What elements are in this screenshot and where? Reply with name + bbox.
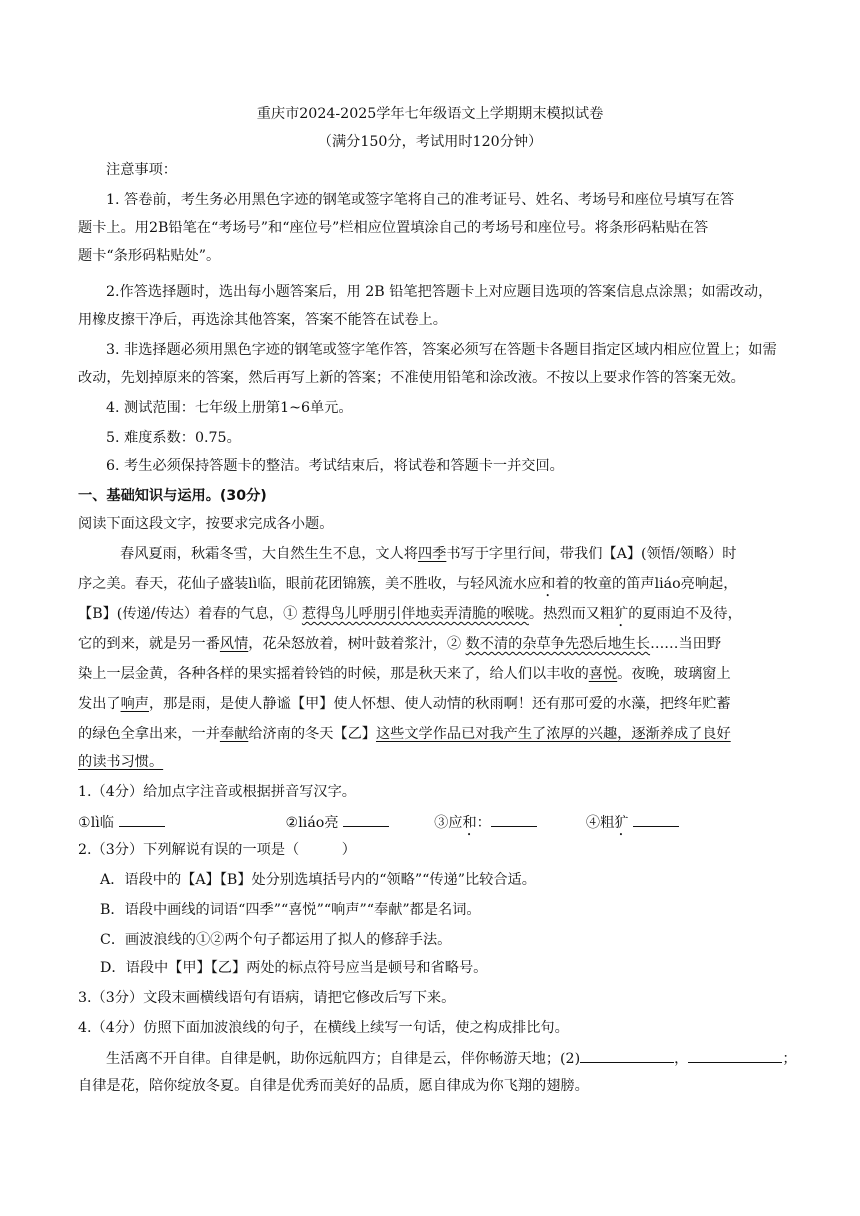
note-2-line-2: 用橡皮擦干净后，再选涂其他答案，答案不能答在试卷上。	[78, 312, 447, 328]
question-2-stem: 2.（3分）下列解说有误的一项是（ ）	[78, 842, 356, 858]
q1-option-2: ②liáo亮	[285, 815, 344, 831]
question-1-options	[78, 812, 679, 839]
q1-option-3-prefix: ③应	[434, 815, 463, 831]
question-4-stem: 4.（4分）仿照下面加波浪线的句子，在横线上续写一句话，使之构成排比句。	[78, 1020, 569, 1036]
underlined-word-fengxian: 奉献	[219, 726, 249, 742]
passage-line-7	[78, 724, 731, 744]
passage-line-6	[78, 694, 731, 714]
passage-text: ，那是雨，是使人静谧【甲】使人怀想、使人动情的秋雨啊！还有那可爱的水藻，把终年贮蓄	[148, 696, 731, 712]
passage-text: 春风夏雨，秋霜冬雪，大自然生生不息，文人将	[120, 546, 418, 562]
q4-line-2: 自律是花，陪你绽放冬夏。自律是优秀而美好的品质，愿自律成为你飞翔的翅膀。	[78, 1078, 589, 1094]
q1-dotted-char-he: 和	[462, 815, 477, 831]
passage-line-2	[78, 574, 737, 600]
dotted-char-guang: 犷	[614, 606, 629, 622]
passage-line-4	[78, 634, 721, 654]
passage-text: ，花朵怒放着，树叶鼓着浆汁，②	[248, 636, 466, 652]
passage-text: 书写于字里行间，带我们【A】(领悟/领略）时	[446, 546, 737, 562]
wavy-sentence-2: 数不清的杂草争先恐后地生长	[465, 636, 651, 652]
underlined-word-xiangsheng: 响声	[120, 696, 149, 712]
exam-subtitle: （满分150分，考试用时120分钟）	[317, 134, 543, 150]
q1-answer-blank-1[interactable]	[119, 812, 165, 827]
q1-answer-blank-3[interactable]	[491, 812, 537, 827]
underlined-word-xiyue: 喜悦	[588, 666, 618, 682]
note-5: 5. 难度系数：0.75。	[106, 430, 241, 446]
passage-line-1	[120, 544, 736, 564]
q1-answer-blank-4[interactable]	[633, 812, 679, 827]
q1-dotted-char-guang: 犷	[614, 815, 629, 831]
dotted-char-he: 和	[541, 576, 556, 592]
passage-text: 发出了	[78, 696, 121, 712]
q4-semicolon: ；	[782, 1051, 797, 1067]
q2-option-b[interactable]: B．语段中画线的词语“四季”“喜悦”“响声”“奉献”都是名词。	[100, 902, 481, 918]
note-4: 4. 测试范围：七年级上册第1~6单元。	[106, 400, 353, 416]
note-2-line-1: 2.作答选择题时，选出每小题答案后，用 2B 铅笔把答题卡上对应题目选项的答案信息点涂黑；如需改动，	[106, 284, 773, 300]
q4-answer-blank-2[interactable]	[688, 1048, 782, 1063]
q2-option-c[interactable]: C．画波浪线的①②两个句子都运用了拟人的修辞手法。	[100, 932, 452, 948]
q2-option-a[interactable]: A．语段中的【A】【B】处分别选填括号内的“领略”“传递”比较合适。	[100, 872, 536, 888]
section-1-heading: 一、基础知识与运用。(30分)	[78, 488, 267, 504]
passage-text: ……当田野	[650, 636, 722, 652]
passage-text: 染上一层金黄，各种各样的果实摇着铃铛的时候，那是秋天来了，给人们以丰收的	[78, 666, 589, 682]
note-3-line-2: 改动，先划掉原来的答案，然后再写上新的答案；不准使用铅笔和涂改液。不按以上要求作答的答案无效。	[78, 370, 745, 386]
q4-sample-sentence: 生活离不开自律。自律是帆，助你远航四方；自律是云，伴你畅游天地；(2)	[106, 1051, 581, 1067]
underlined-faulty-sentence: 这些文学作品已对我产生了浓厚的兴趣，逐渐养成了良好	[375, 726, 731, 742]
q4-comma: ，	[674, 1051, 689, 1067]
passage-text: 的绿色全拿出来，一并	[78, 726, 220, 742]
passage-text: 。热烈而又粗	[528, 606, 615, 622]
passage-text: 【B】(传递/传达）着春的气息，①	[78, 606, 302, 622]
note-1-line-2: 题卡上。用2B铅笔在“考场号”和“座位号”栏相应位置填涂自己的考场号和座位号。将条形码粘贴在答	[78, 220, 709, 236]
q2-option-d[interactable]: D．语段中【甲】【乙】两处的标点符号应当是顿号和省略号。	[100, 960, 488, 976]
exam-title: 重庆市2024-2025学年七年级语文上学期期末模拟试卷	[256, 106, 604, 122]
q1-option-3-colon: ：	[476, 815, 491, 831]
note-1-line-3: 题卡“条形码粘贴处”。	[78, 248, 221, 264]
passage-line-8	[78, 752, 163, 772]
underlined-word-fengqing: 风情	[219, 636, 249, 652]
q4-answer-blank-1[interactable]	[580, 1048, 674, 1063]
q4-line-1	[106, 1048, 797, 1069]
q1-option-1: ①lì临	[78, 815, 119, 831]
passage-line-3	[78, 604, 742, 630]
question-3-stem: 3.（3分）文段末画横线语句有语病，请把它修改后写下来。	[78, 990, 456, 1006]
underlined-word-siji: 四季	[417, 546, 447, 562]
passage-text: 着的牧童的笛声liáo亮响起，	[555, 576, 738, 592]
note-1-line-1: 1. 答卷前，考生务必用黑色字迹的钢笔或签字笔将自己的准考证号、姓名、考场号和座位号填写在答	[106, 192, 735, 208]
notes-heading: 注意事项：	[106, 162, 177, 178]
passage-text: 它的到来，就是另一番	[78, 636, 220, 652]
underlined-faulty-sentence-end: 的读书习惯。	[78, 754, 164, 770]
passage-text: 序之美。春天，花仙子盛装lì临，眼前花团锦簇，美不胜收，与轻风流水应	[78, 576, 542, 592]
note-6: 6. 考生必须保持答题卡的整洁。考试结束后，将试卷和答题卡一并交回。	[106, 458, 564, 474]
q1-answer-blank-2[interactable]	[343, 812, 389, 827]
section-1-instruction: 阅读下面这段文字，按要求完成各小题。	[78, 516, 334, 532]
passage-text: 的夏雨迫不及待，	[628, 606, 742, 622]
passage-text: 给济南的冬天【乙】	[248, 726, 376, 742]
passage-text: 。夜晚，玻璃窗上	[617, 666, 731, 682]
passage-line-5	[78, 664, 731, 684]
note-3-line-1: 3. 非选择题必须用黑色字迹的钢笔或签字笔作答，答案必须写在答题卡各题目指定区域内相应位置上；如需	[106, 342, 777, 358]
wavy-sentence-1: 惹得鸟儿呼朋引伴地卖弄清脆的喉咙	[301, 606, 529, 622]
question-1-stem: 1.（4分）给加点字注音或根据拼音写汉字。	[78, 784, 356, 800]
q1-option-4-prefix: ④粗	[585, 815, 615, 831]
